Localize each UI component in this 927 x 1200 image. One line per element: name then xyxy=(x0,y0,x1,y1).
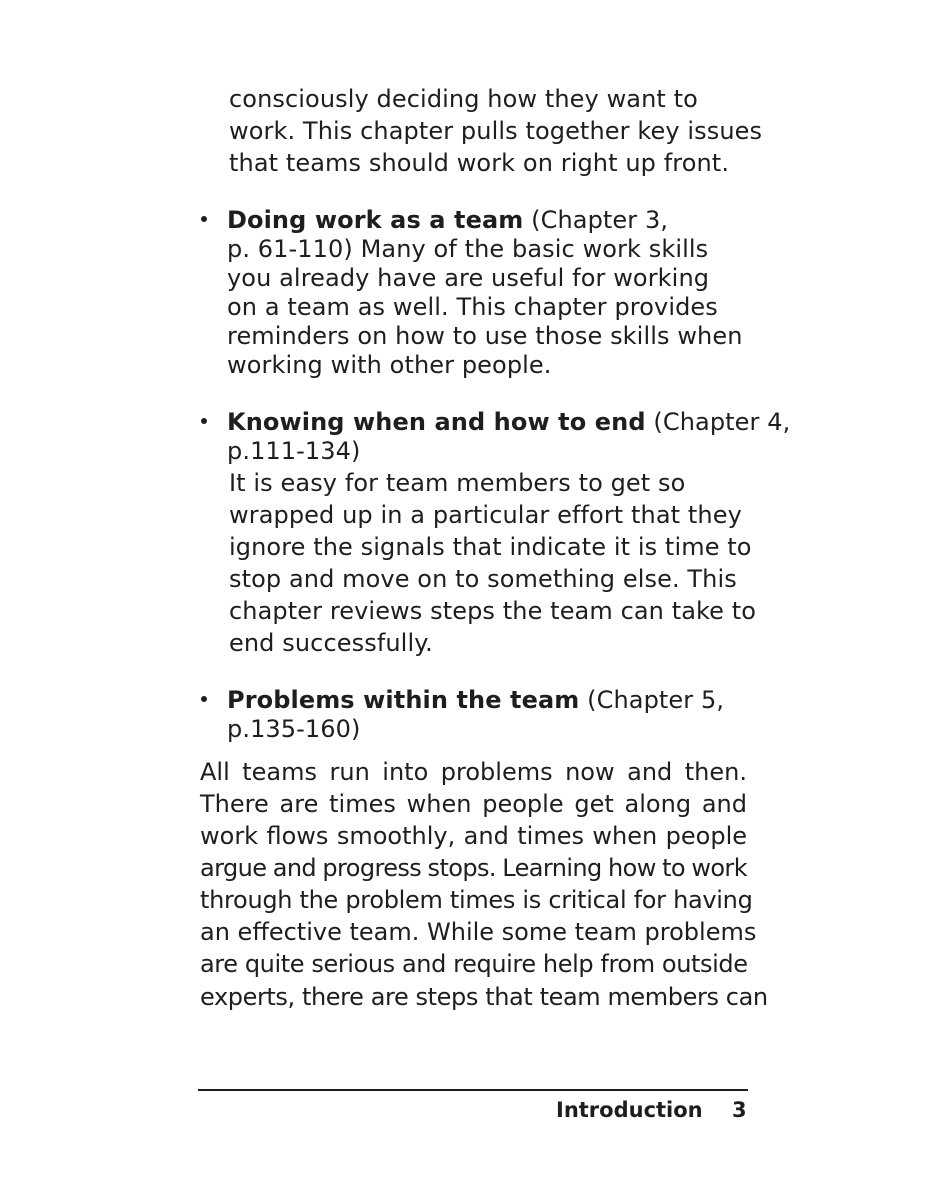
body-paragraph-line: through the problem times is critical for having xyxy=(200,886,753,914)
footer-rule xyxy=(198,1089,748,1091)
list-item-text: end successfully. xyxy=(229,629,433,657)
footer-section-title: Introduction xyxy=(556,1098,703,1122)
bullet-icon xyxy=(200,685,210,695)
chapter-ref: (Chapter 5, xyxy=(579,686,725,714)
intro-line: that teams should work on right up front. xyxy=(229,149,730,177)
chapter-ref: (Chapter 4, xyxy=(645,408,791,436)
chapter-ref-pages: p.111-134) xyxy=(227,437,361,465)
list-item-heading: Problems within the team xyxy=(227,686,580,714)
body-paragraph-line: argue and progress stops. Learning how to work xyxy=(200,854,747,882)
bullet-icon xyxy=(200,407,210,417)
body-paragraph-line: an effective team. While some team problems xyxy=(200,918,757,946)
list-item-text: wrapped up in a particular effort that they xyxy=(229,501,742,529)
bullet-icon xyxy=(200,205,210,215)
body-paragraph-line: All teams run into problems now and then. xyxy=(200,758,747,786)
list-item-heading-line xyxy=(227,205,668,235)
body-paragraph-line: There are times when people get along and xyxy=(200,790,747,818)
list-item-text: on a team as well. This chapter provides xyxy=(227,293,718,321)
body-paragraph-line: experts, there are steps that team members can xyxy=(200,983,768,1011)
chapter-ref-pages: p.135-160) xyxy=(227,715,361,743)
list-item-text: p. 61-110) Many of the basic work skills xyxy=(227,235,709,263)
list-item-heading: Knowing when and how to end xyxy=(227,408,646,436)
list-item-text: reminders on how to use those skills when xyxy=(227,322,743,350)
intro-line: consciously deciding how they want to xyxy=(229,85,698,113)
list-item-text: you already have are useful for working xyxy=(227,264,710,292)
intro-line: work. This chapter pulls together key issues xyxy=(229,117,763,145)
chapter-ref: (Chapter 3, xyxy=(523,206,669,234)
list-item-text: working with other people. xyxy=(227,351,552,379)
list-item-text: chapter reviews steps the team can take to xyxy=(229,597,757,625)
list-item-heading-line xyxy=(227,407,790,437)
page-number: 3 xyxy=(732,1098,747,1122)
list-item-text: stop and move on to something else. This xyxy=(229,565,737,593)
list-item-text: ignore the signals that indicate it is time to xyxy=(229,533,752,561)
body-paragraph-line: are quite serious and require help from outside xyxy=(200,950,748,978)
body-paragraph-line: work flows smoothly, and times when people xyxy=(200,822,747,850)
list-item-text: It is easy for team members to get so xyxy=(229,469,686,497)
list-item-heading-line xyxy=(227,685,724,715)
list-item-heading: Doing work as a team xyxy=(227,206,524,234)
